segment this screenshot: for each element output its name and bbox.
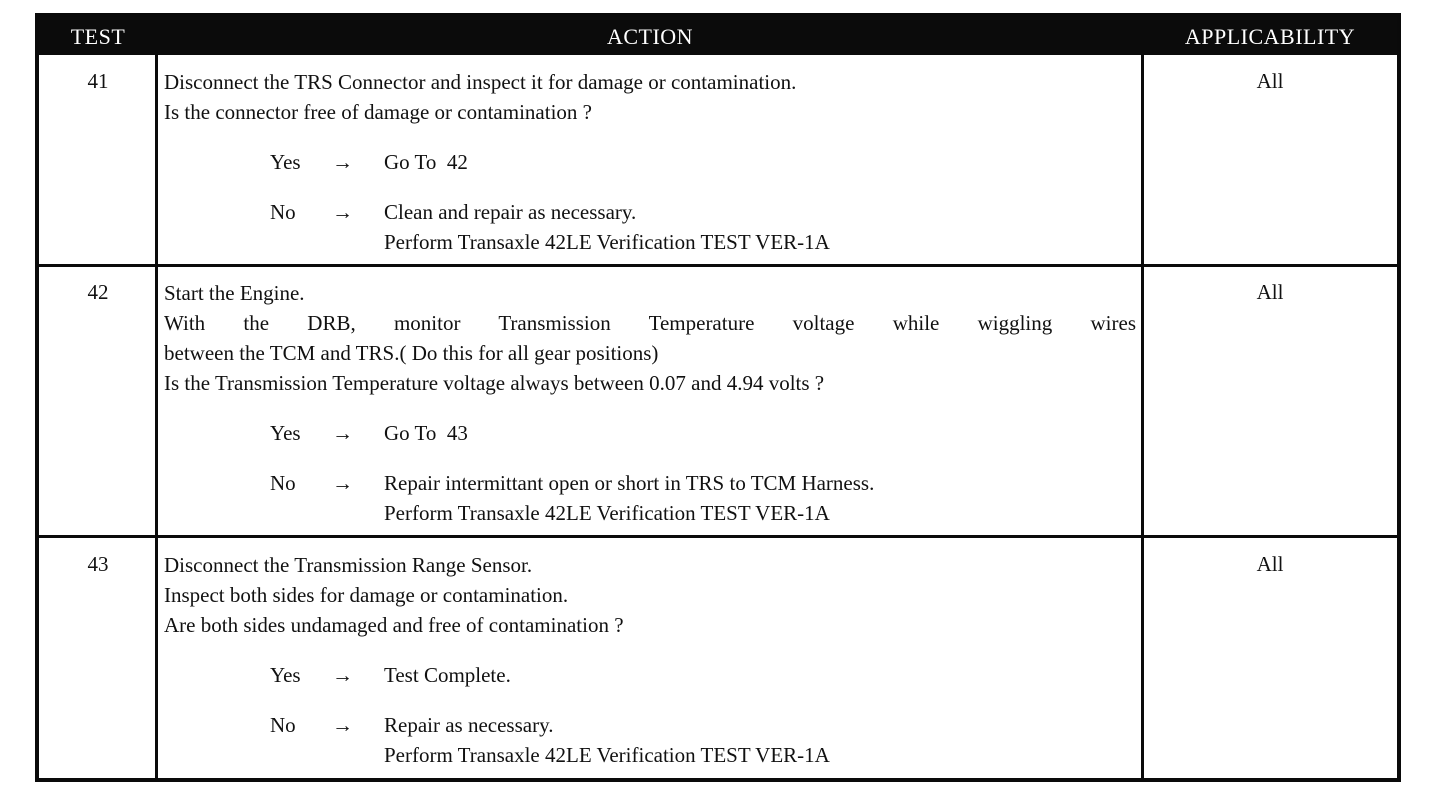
yes-response [164,147,1136,177]
action-line: With the DRB, monitor Transmission Temperature voltage while wiggling wires [164,311,1136,335]
applicability-41: All [1256,69,1284,93]
action-line: Disconnect the TRS Connector and inspect it for damage or contamination. [164,70,797,94]
header-applicability: APPLICABILITY [1184,24,1356,49]
action-41 [164,67,1136,257]
yes-result: Go To 43 [384,421,468,445]
applicability-42: All [1256,280,1284,304]
no-result-line-2: Perform Transaxle 42LE Verification TEST VER-1A [384,501,830,525]
yes-response [164,418,1136,448]
no-response-continued [164,498,1136,528]
yes-response [164,660,1136,690]
no-response [164,468,1136,498]
arrow-icon: → [332,713,353,737]
column-divider-applicability [1141,55,1144,778]
action-line: between the TCM and TRS.( Do this for all gear positions) [164,341,659,365]
no-response [164,197,1136,227]
action-43 [164,550,1136,770]
no-result-line-2: Perform Transaxle 42LE Verification TEST VER-1A [384,230,830,254]
action-line: Is the Transmission Temperature voltage always between 0.07 and 4.94 volts ? [164,371,825,395]
action-line: Inspect both sides for damage or contamination. [164,583,569,607]
test-number-42: 42 [87,280,109,304]
diagnostic-table [35,13,1401,782]
action-line: Disconnect the Transmission Range Sensor. [164,553,533,577]
column-divider-test [155,55,158,778]
yes-label: Yes [270,663,301,687]
no-label: No [270,713,296,737]
no-response-continued [164,740,1136,770]
arrow-icon: → [332,471,353,495]
yes-result: Go To 42 [384,150,468,174]
no-result-line-2: Perform Transaxle 42LE Verification TEST VER-1A [384,743,830,767]
no-label: No [270,200,296,224]
row-divider-2 [39,535,1397,538]
arrow-icon: → [332,150,353,174]
yes-result: Test Complete. [384,663,511,687]
no-result: Clean and repair as necessary. [384,200,637,224]
arrow-icon: → [332,200,353,224]
applicability-43: All [1256,552,1284,576]
table-header [39,17,1397,55]
arrow-icon: → [332,421,353,445]
action-line: Start the Engine. [164,281,305,305]
header-test: TEST [70,24,126,49]
test-number-43: 43 [87,552,109,576]
test-number-41: 41 [87,69,109,93]
no-result: Repair intermittant open or short in TRS to TCM Harness. [384,471,875,495]
no-response [164,710,1136,740]
arrow-icon: → [332,663,353,687]
no-result: Repair as necessary. [384,713,554,737]
action-line: Are both sides undamaged and free of contamination ? [164,613,624,637]
row-divider-1 [39,264,1397,267]
no-response-continued [164,227,1136,257]
yes-label: Yes [270,421,301,445]
no-label: No [270,471,296,495]
yes-label: Yes [270,150,301,174]
action-line: Is the connector free of damage or contamination ? [164,100,592,124]
action-42 [164,278,1136,528]
header-action: ACTION [606,24,694,49]
